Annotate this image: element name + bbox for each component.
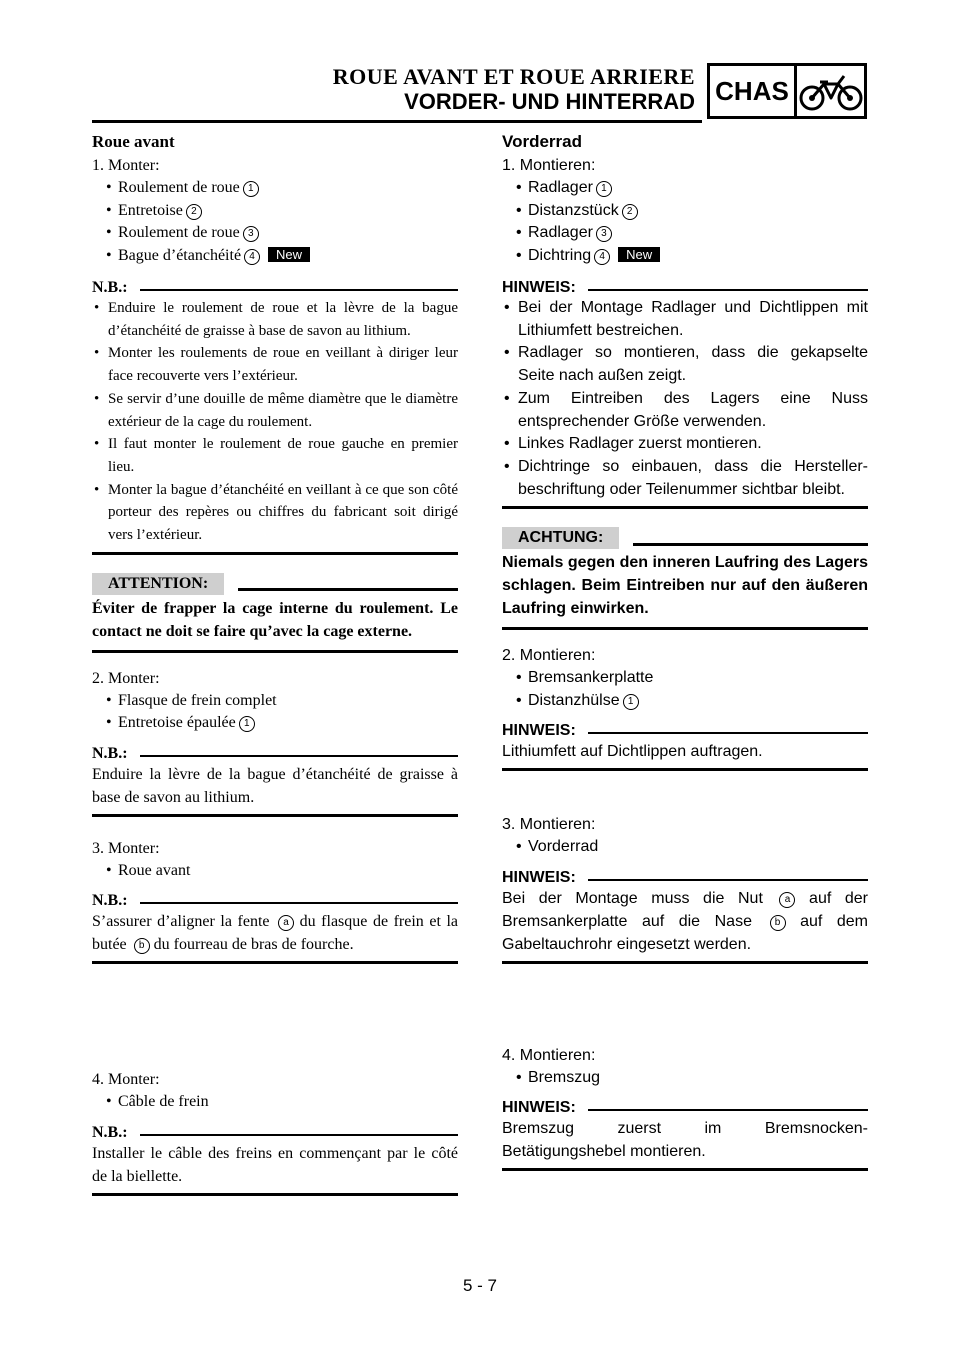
section-title: Roue avant (92, 132, 175, 151)
header-title-fr: ROUE AVANT ET ROUE ARRIERE (332, 64, 695, 89)
list-item: • Bremszug (502, 1067, 868, 1090)
chapter-badge (707, 63, 867, 119)
note-end-rule (502, 768, 868, 771)
callout-a-icon: a (278, 915, 294, 931)
chapter-badge-label: CHAS (710, 66, 797, 116)
section-title: Vorderrad (502, 132, 582, 151)
list-item: • Roulement de roue 1 (92, 177, 458, 200)
header-title-de: VORDER- UND HINTERRAD (404, 89, 695, 114)
note-body: S’assurer d’aligner la fente a du flasque de frein et la butée b du fourreau de bras de fourche. (92, 913, 459, 954)
note-body: • Bei der Montage Radlager und Dichtlippen mit Lithiumfett bestreichen. • Radlager so montieren, dass die gekapselte Seite nach außen zeigt. • Zum Eintreiben des Lagers eine Nuss entsprechender Größe verwenden. • Linkes Radlager zuerst montieren. • Dichtringe so einbauen, dass die Hersteller-beschriftung oder Teilenummer sichtbar bleibt. (502, 297, 868, 501)
caution-text: Niemals gegen den inneren Laufring des Lagers schlagen. Beim Eintreiben nur auf den äußeren Laufring einwirken. (502, 554, 868, 618)
callout-1-icon: 1 (243, 181, 259, 197)
list-item: • Entretoise épaulée 1 (92, 712, 458, 735)
callout-b-icon: b (134, 938, 150, 954)
list-item: • Vorderrad (502, 836, 868, 859)
note-header: HINWEIS: (502, 279, 868, 297)
callout-3-icon: 3 (243, 226, 259, 242)
note-end-rule (92, 552, 458, 555)
step-2: 2. Montieren: (502, 647, 596, 665)
list-item: • Radlager 3 (502, 222, 868, 245)
note-body: Enduire la lèvre de la bague d’étanchéité de graisse à base de savon au lithium. (92, 765, 458, 806)
caution-text: Éviter de frapper la cage interne du roulement. Le contact ne doit se faire qu’avec la cage externe. (92, 599, 458, 640)
step-3: 3. Monter: (92, 839, 160, 857)
note-body: • Enduire le roulement de roue et la lèvre de la bague d’étanchéité de graisse à base de savon au lithium. • Monter les roulements de roue en veillant à diriger leur face recouverte vers l’extérieur. • Se servir d’une douille de même diamètre que le diamètre extérieur de la cage du roulement. • Il faut monter le roulement de roue gauche en premier lieu. • Monter la bague d’étanchéité en veillant à ce que son côté porteur des repères ou chiffres du fabricant soit dirigé vers l’extérieur. (92, 297, 458, 547)
callout-2-icon: 2 (186, 204, 202, 220)
note-header: N.B.: (92, 892, 458, 910)
caution-header: ACHTUNG: (502, 527, 868, 549)
new-part-badge: New (618, 247, 660, 262)
callout-1-icon: 1 (239, 716, 255, 732)
note-end-rule (502, 1168, 868, 1171)
list-item: • Entretoise 2 (92, 200, 458, 223)
list-item: • Radlager 1 (502, 177, 868, 200)
motorcycle-icon (797, 66, 864, 116)
new-part-badge: New (268, 247, 310, 262)
callout-4-icon: 4 (594, 249, 610, 265)
column-french (92, 128, 458, 1196)
callout-4-icon: 4 (244, 249, 260, 265)
caution-end-rule (92, 650, 458, 653)
column-german (502, 128, 868, 1171)
list-item: • Roulement de roue 3 (92, 222, 458, 245)
callout-1-icon: 1 (623, 694, 639, 710)
note-body: Installer le câble des freins en commençant par le côté de la biellette. (92, 1144, 458, 1185)
caution-header: ATTENTION: (92, 573, 458, 595)
list-item: • Câble de frein (92, 1091, 458, 1114)
list-item: • Roue avant (92, 860, 458, 883)
list-item: • Bremsankerplatte (502, 667, 868, 690)
note-end-rule (92, 961, 458, 964)
note-end-rule (502, 961, 868, 964)
note-header: N.B.: (92, 745, 458, 763)
note-end-rule (92, 814, 458, 817)
caution-end-rule (502, 627, 868, 630)
callout-b-icon: b (770, 915, 786, 931)
list-item: • Distanzhülse 1 (502, 690, 868, 713)
callout-1-icon: 1 (596, 181, 612, 197)
list-item: • Bague d’étanchéité 4 New (92, 245, 458, 268)
list-item: • Flasque de frein complet (92, 690, 458, 713)
callout-a-icon: a (779, 892, 795, 908)
note-body: Lithiumfett auf Dichtlippen auftragen. (502, 743, 763, 761)
note-end-rule (92, 1193, 458, 1196)
note-header: HINWEIS: (502, 869, 868, 887)
note-end-rule (502, 506, 868, 509)
note-body: Bei der Montage muss die Nut a auf der Bremsankerplatte auf die Nase b auf dem Gabeltauchrohr eingesetzt werden. (502, 889, 868, 953)
page-number: 5 - 7 (462, 1276, 498, 1295)
note-header: N.B.: (92, 1124, 458, 1142)
step-2: 2. Monter: (92, 669, 160, 687)
note-header: N.B.: (92, 279, 458, 297)
header-rule (92, 120, 702, 123)
note-header: HINWEIS: (502, 1099, 868, 1117)
step-1: 1. Monter: (92, 157, 160, 174)
callout-2-icon: 2 (622, 204, 638, 220)
callout-3-icon: 3 (596, 226, 612, 242)
step-4: 4. Monter: (92, 1071, 160, 1089)
note-body: Bremszug zuerst im Bremsnocken-Betätigungshebel montieren. (502, 1120, 868, 1161)
list-item: • Dichtring 4 New (502, 245, 868, 268)
step-4: 4. Montieren: (502, 1046, 596, 1064)
step-1: 1. Montieren: (502, 157, 596, 174)
step-3: 3. Montieren: (502, 816, 596, 834)
list-item: • Distanzstück 2 (502, 200, 868, 223)
note-header: HINWEIS: (502, 722, 868, 740)
